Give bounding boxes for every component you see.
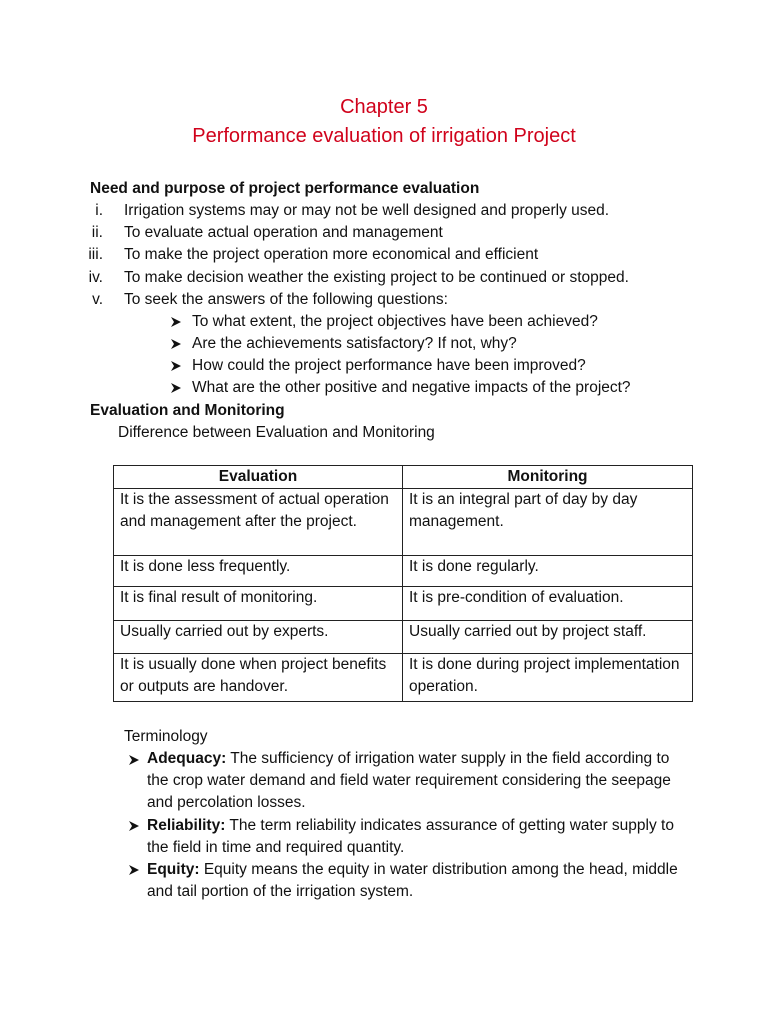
- list-number: iii.: [88, 246, 103, 263]
- table-row: [114, 654, 693, 702]
- column-header-monitoring: Monitoring: [403, 466, 693, 489]
- comparison-table: [113, 465, 693, 702]
- list-number: i.: [95, 202, 103, 219]
- need-section-heading: Need and purpose of project performance evaluation: [90, 180, 480, 197]
- arrow-bullet-icon: [170, 338, 182, 350]
- table-row: [114, 621, 693, 654]
- page-title: Performance evaluation of irrigation Project: [192, 125, 576, 147]
- list-number: iv.: [88, 269, 103, 286]
- table-row: [114, 587, 693, 621]
- term-label: Reliability:: [147, 817, 226, 834]
- term-definition: The sufficiency of irrigation water supply in the field according to the crop water demand and field water requirement considering the seepage and percolation losses.: [147, 750, 671, 811]
- table-cell: It is done less frequently.: [114, 556, 403, 587]
- table-cell: Usually carried out by project staff.: [403, 621, 693, 654]
- term-definition: Equity means the equity in water distribution among the head, middle and tail portion of the irrigation system.: [147, 861, 678, 900]
- table-header-row: [114, 466, 693, 489]
- list-number: v.: [92, 291, 103, 308]
- table-row: [114, 489, 693, 556]
- terminology-heading: Terminology: [124, 728, 208, 745]
- term-label: Adequacy:: [147, 750, 227, 767]
- arrow-bullet-icon: [128, 864, 140, 876]
- table-cell: It is done regularly.: [403, 556, 693, 587]
- table-cell: It is final result of monitoring.: [114, 587, 403, 621]
- term-label: Equity:: [147, 861, 200, 878]
- chapter-label: Chapter 5: [340, 96, 428, 118]
- list-item: To seek the answers of the following questions:: [124, 291, 448, 308]
- table-caption: Difference between Evaluation and Monitoring: [118, 424, 435, 441]
- list-item: To what extent, the project objectives have been achieved?: [192, 313, 598, 330]
- table-cell: It is done during project implementation operation.: [403, 654, 693, 702]
- arrow-bullet-icon: [170, 316, 182, 328]
- list-item: To make decision weather the existing project to be continued or stopped.: [124, 269, 629, 286]
- arrow-bullet-icon: [128, 754, 140, 766]
- table-row: [114, 556, 693, 587]
- list-item: What are the other positive and negative impacts of the project?: [192, 379, 631, 396]
- list-item: Irrigation systems may or may not be well designed and properly used.: [124, 202, 610, 219]
- table-cell: It is an integral part of day by day management.: [403, 489, 693, 556]
- term-definition: The term reliability indicates assurance of getting water supply to the field in time and required quantity.: [147, 817, 674, 856]
- arrow-bullet-icon: [170, 360, 182, 372]
- evaluation-heading: Evaluation and Monitoring: [90, 402, 285, 419]
- list-number: ii.: [91, 224, 103, 241]
- column-header-evaluation: Evaluation: [114, 466, 403, 489]
- list-item: [147, 859, 687, 903]
- table-cell: Usually carried out by experts.: [114, 621, 403, 654]
- table-cell: It is usually done when project benefits or outputs are handover.: [114, 654, 403, 702]
- list-item: Are the achievements satisfactory? If not, why?: [192, 335, 517, 352]
- arrow-bullet-icon: [128, 820, 140, 832]
- table-cell: It is the assessment of actual operation and management after the project.: [114, 489, 403, 556]
- list-item: To make the project operation more economical and efficient: [124, 246, 539, 263]
- arrow-bullet-icon: [170, 382, 182, 394]
- list-item: How could the project performance have been improved?: [192, 357, 586, 374]
- list-item: To evaluate actual operation and management: [124, 224, 443, 241]
- table-cell: It is pre-condition of evaluation.: [403, 587, 693, 621]
- list-item: [147, 815, 687, 859]
- list-item: [147, 748, 687, 814]
